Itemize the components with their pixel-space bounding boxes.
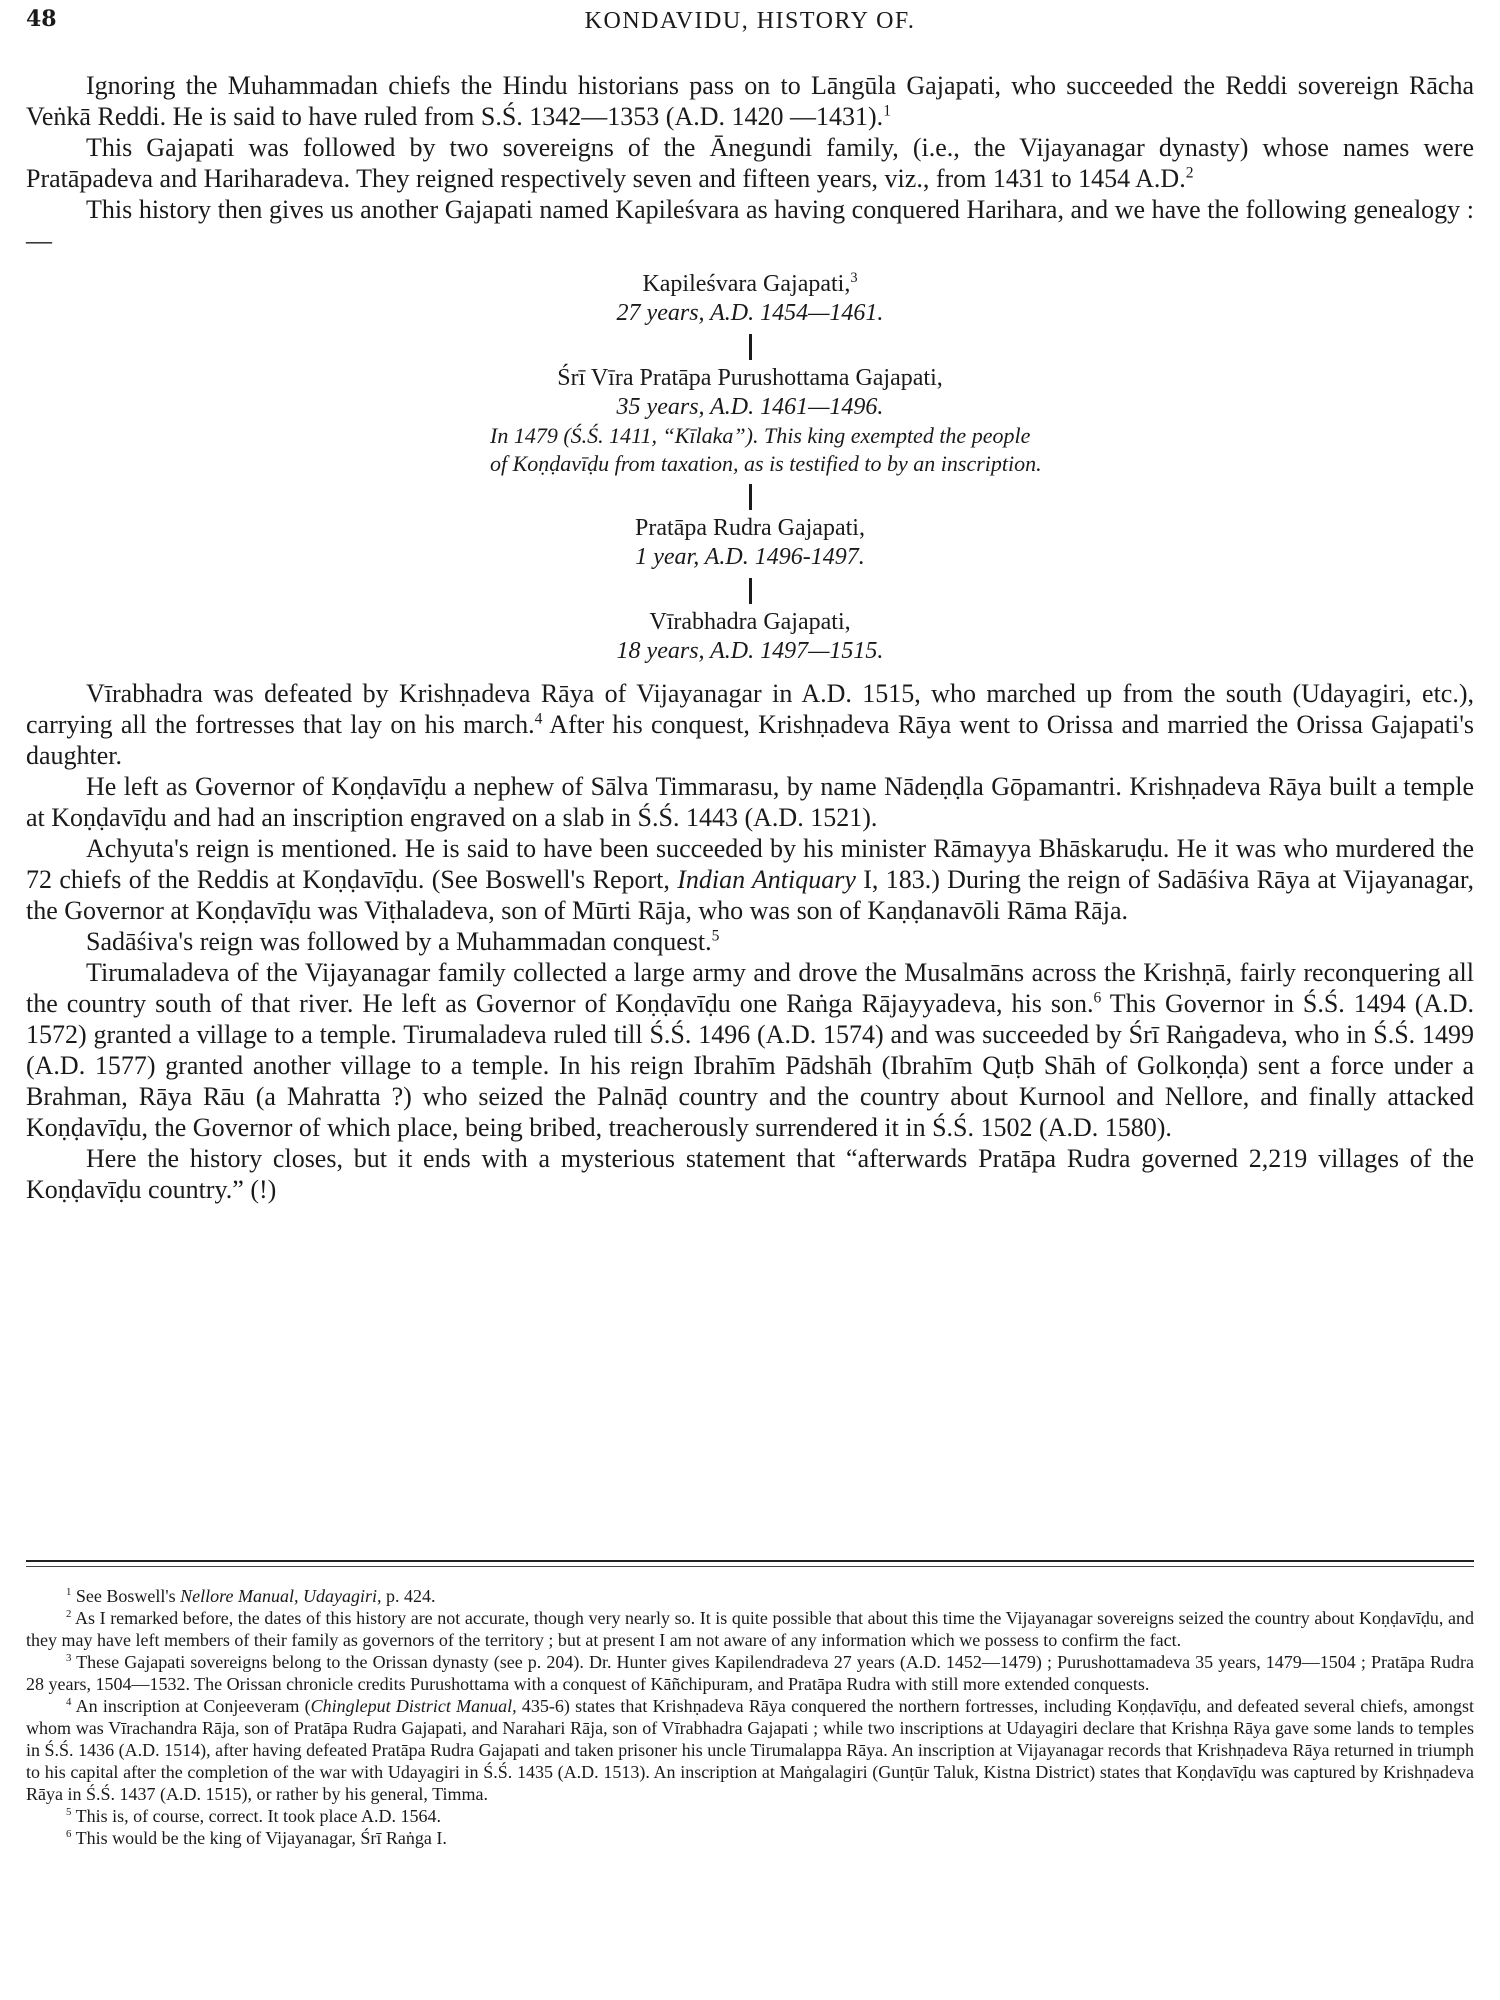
footnote-text: p. 424. [381,1586,436,1606]
paragraph-text: After his conquest, Krishṇadeva Rāya went to Orissa and married the Orissa Gajapati's daughter. [26,710,1475,770]
footnote [26,1651,1474,1695]
paragraph-text: This history then gives us another Gajapati named Kapileśvara as having conquered Harihara, and we have the following genealogy :— [26,195,1474,255]
ruler-name: Pratāpa Rudra Gajapati, [635,515,865,541]
footnote-ref: 4 [534,710,543,728]
footnote-number: 2 [66,1608,72,1620]
paragraph-text: This Gajapati was followed by two sovereigns of the Ānegundi family, (i.e., the Vijayanagar dynasty) whose names were Pratāpadeva and Hariharadeva. They reigned respectively seven and fifteen years, viz., from 1431 to 1454 A.D. [26,133,1474,193]
paragraph [26,957,1474,1143]
footnote-text: This would be the king of Vijayanagar, Śrī Raṅga I. [75,1828,447,1848]
genealogy-connector [749,334,752,360]
footnote-text: This is, of course, correct. It took place A.D. 1564. [75,1806,441,1826]
paragraph [26,678,1474,771]
genealogy-entry [26,270,1474,328]
footnote-ref: 2 [1185,164,1194,182]
paragraph-text: Tirumaladeva of the Vijayanagar family collected a large army and drove the Musalmāns across the Krishṇā, fairly reconquering all the country south of that river. He left as Governor of Koṇḍavīḍu one Raṅga Rājayyadeva, his son. [26,958,1474,1018]
reign-years: 35 years, A.D. 1461—1496. [616,394,884,420]
footnote-number: 1 [66,1586,72,1598]
page-header [26,6,1474,40]
genealogy-remark: In 1479 (Ś.Ś. 1411, “Kīlaka”). This king exempted the people of Koṇḍavīḍu from taxation, as is testified to by an inscription. [490,423,1042,476]
genealogy-entry [26,364,1474,478]
reign-years: 27 years, A.D. 1454—1461. [616,300,884,326]
paragraph-text: This Governor in Ś.Ś. 1494 (A.D. 1572) granted a village to a temple. Tirumaladeva ruled till Ś.Ś. 1496 (A.D. 1574) and was succeeded by Śrī Raṅgadeva, who in Ś.Ś. 1499 (A.D. 1577) granted another village to a temple. In his reign Ibrahīm Pādshāh (Ibrahīm Quṭb Shāh of Golkoṇḍa) sent a force under a Brahman, Rāya Rāu (a Mahratta ?) who seized the Palnāḍ country and the country about Kurnool and Nellore, and finally attacked Koṇḍavīḍu, the Governor of which place, being bribed, treacherously surrendered it in Ś.Ś. 1502 (A.D. 1580). [26,989,1474,1142]
paragraph [26,833,1474,926]
ruler-name: Kapileśvara Gajapati, [642,271,851,297]
footnote [26,1827,1474,1849]
footnote-divider [26,1560,1474,1562]
paragraph [26,132,1474,194]
running-title: KONDAVIDU, HISTORY OF. [584,8,916,34]
footnote-text: These Gajapati sovereigns belong to the Orissan dynasty (see p. 204). Dr. Hunter gives Kapilendradeva 27 years (A.D. 1452—1479) ; Purushottamadeva 35 years, 1479—1504 ; Pratāpa Rudra 28 years, 1504—1532. The Orissan chronicle credits Purushottama with a conquest of Kāñchipuram, and Pratāpa Rudra with still more extended conquests. [26,1652,1474,1694]
footnote [26,1695,1474,1805]
footnote-ref: 1 [883,102,891,120]
main-text [26,70,1474,1205]
genealogy-connector [749,578,752,604]
footnotes [26,1585,1474,1849]
ruler-name: Śrī Vīra Pratāpa Purushottama Gajapati, [557,365,943,391]
footnote [26,1805,1474,1827]
italic-text: Chingleput District Manual, [310,1696,517,1716]
reign-years: 18 years, A.D. 1497—1515. [616,638,884,664]
footnote-number: 4 [66,1696,72,1708]
reign-years: 1 year, A.D. 1496-1497. [635,544,865,570]
footnote-number: 6 [66,1828,72,1840]
italic-text: Nellore Manual, Udayagiri, [180,1586,382,1606]
paragraph [26,926,1474,957]
page-number: 48 [26,6,57,32]
footnote-text: An inscription at Conjeeveram ( [75,1696,311,1716]
genealogy-entry [26,514,1474,572]
genealogy-entry [26,608,1474,666]
footnote-number: 5 [66,1806,72,1818]
footnote-text: 435-6) states that Krishṇadeva Rāya conquered the northern fortresses, including Koṇḍavīḍu, and defeated several chiefs, amongst whom was Vīrachandra Rāja, son of Pratāpa Rudra Gajapati, and Narahari Rāja, son of Vīrabhadra Gajapati ; while two inscriptions at Udayagiri declare that Krishṇa Rāya gave some lands to temples in Ś.Ś. 1436 (A.D. 1514), after having defeated Pratāpa Rudra Gajapati and taken prisoner his uncle Tirumalappa Rāya. An inscription at Vijayanagar records that Krishṇadeva Rāya returned in triumph to his capital after the completion of the war with Udayagiri in Ś.Ś. 1435 (A.D. 1513). An inscription at Maṅgalagiri (Gunṭūr Taluk, Kistna District) states that Koṇḍavīḍu was captured by Krishṇadeva Rāya in Ś.Ś. 1437 (A.D. 1515), or rather by his general, Timma. [26,1696,1474,1804]
genealogy-connector [749,484,752,510]
footnote-ref: 3 [850,270,858,286]
paragraph [26,194,1474,256]
footnote-text: As I remarked before, the dates of this history are not accurate, though very nearly so. It is quite possible that about this time the Vijayanagar sovereigns seized the country about Koṇḍavīḍu, and they may have left members of their family as governors of the territory ; but at present I am not aware of any information which we possess to confirm the fact. [26,1608,1475,1650]
paragraph [26,1143,1474,1205]
footnote-ref: 6 [1093,989,1102,1007]
footnote-ref: 5 [711,927,720,945]
ruler-name: Vīrabhadra Gajapati, [649,609,851,635]
footnote [26,1585,1474,1607]
paragraph [26,771,1474,833]
paragraph-text: Vīrabhadra was defeated by Krishṇadeva Rāya of Vijayanagar in A.D. 1515, who marched up from the south (Udayagiri, etc.), carrying all the fortresses that lay on his march. [26,679,1474,739]
genealogy-tree [26,270,1474,666]
footnote-divider [26,1566,1474,1567]
paragraph [26,70,1474,132]
paragraph-text: I, 183.) During the reign of Sadāśiva Rāya at Vijayanagar, the Governor at Koṇḍavīḍu was Viṭhaladeva, son of Mūrti Rāja, who was son of Kaṇḍanavōli Rāma Rāja. [26,865,1474,925]
italic-text: Indian Antiquary [677,865,856,894]
footnote-number: 3 [66,1652,72,1664]
footnote [26,1607,1474,1651]
paragraph-text: Ignoring the Muhammadan chiefs the Hindu historians pass on to Lāngūla Gajapati, who succeeded the Reddi sovereign Rācha Veṅkā Reddi. He is said to have ruled from S.Ś. 1342—1353 (A.D. 1420 —1431). [26,71,1474,131]
footnote-text: See Boswell's [75,1586,181,1606]
paragraph-text: Achyuta's reign is mentioned. He is said to have been succeeded by his minister Rāmayya Bhāskaruḍu. He it was who murdered the 72 chiefs of the Reddis at Koṇḍavīḍu. (See Boswell's Report, [26,834,1474,894]
paragraph-text: Here the history closes, but it ends with a mysterious statement that “afterwards Pratāpa Rudra governed 2,219 villages of the Koṇḍavīḍu country.” (!) [26,1144,1474,1204]
paragraph-text: Sadāśiva's reign was followed by a Muhammadan conquest. [86,927,712,956]
paragraph-text: He left as Governor of Koṇḍavīḍu a nephew of Sālva Timmarasu, by name Nādeṇḍla Gōpamantri. Krishṇadeva Rāya built a temple at Koṇḍavīḍu and had an inscription engraved on a slab in Ś.Ś. 1443 (A.D. 1521). [26,772,1474,832]
